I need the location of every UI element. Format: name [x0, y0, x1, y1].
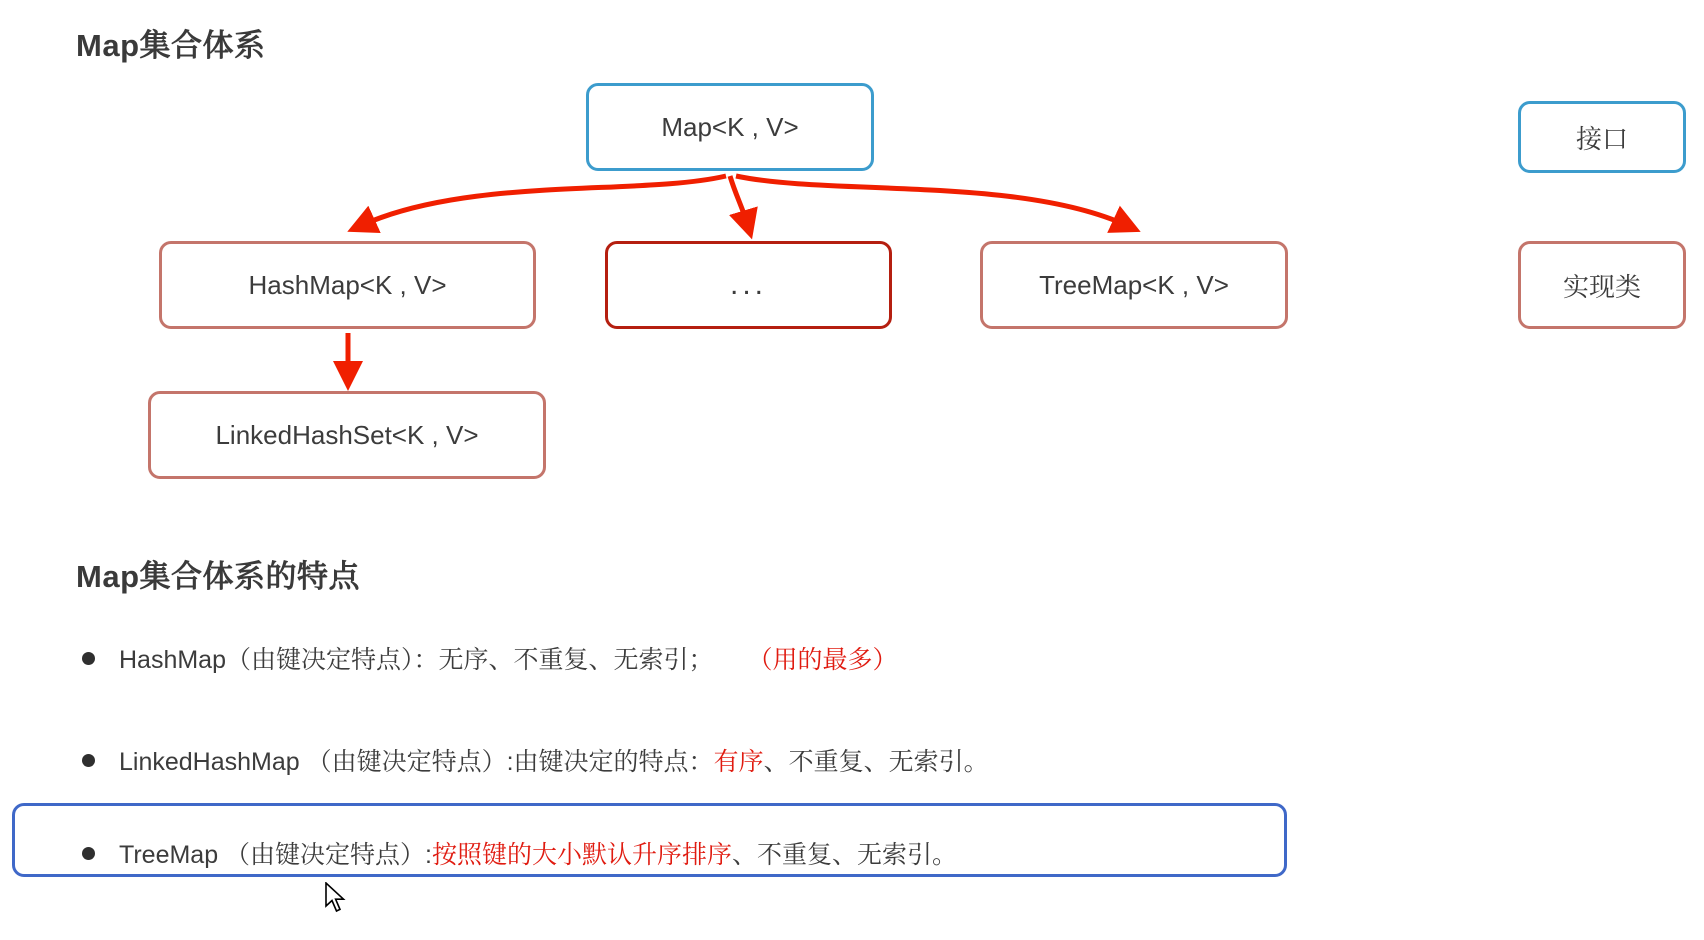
feature-note-hashmap: （用的最多） — [747, 646, 898, 674]
feature-highlight-linkedhashmap: 有序 — [713, 748, 764, 776]
diagram-node-hashmap[interactable]: HashMap<K , V> — [159, 241, 536, 329]
diagram-node-map[interactable]: Map<K , V> — [586, 83, 874, 171]
bullet-dot-icon — [82, 652, 95, 665]
feature-text-treemap: TreeMap （由键决定特点）: — [119, 841, 433, 869]
feature-highlight-treemap: 按照键的大小默认升序排序 — [432, 841, 733, 869]
diagram-node-treemap[interactable]: TreeMap<K , V> — [980, 241, 1288, 329]
bullet-dot-icon — [82, 754, 95, 767]
feature-text-hashmap: HashMap（由键决定特点）：无序、不重复、无索引； — [119, 646, 714, 674]
list-item — [82, 742, 989, 778]
page-title: Map集合体系 — [76, 28, 266, 63]
list-item — [82, 640, 898, 676]
diagram-node-linkedhashset[interactable]: LinkedHashSet<K , V> — [148, 391, 546, 479]
highlight-box-treemap — [12, 803, 1287, 877]
mouse-cursor-icon — [325, 882, 347, 914]
feature-text-linkedhashmap-tail: 、不重复、无索引。 — [763, 748, 989, 776]
legend-implementation: 实现类 — [1518, 241, 1686, 329]
diagram-node-ellipsis[interactable]: ... — [605, 241, 892, 329]
feature-text-linkedhashmap: LinkedHashMap （由键决定特点）:由键决定的特点： — [119, 748, 714, 776]
legend-interface: 接口 — [1518, 101, 1686, 173]
feature-text-treemap-tail: 、不重复、无索引。 — [732, 841, 958, 869]
section-title-features: Map集合体系的特点 — [76, 559, 360, 594]
